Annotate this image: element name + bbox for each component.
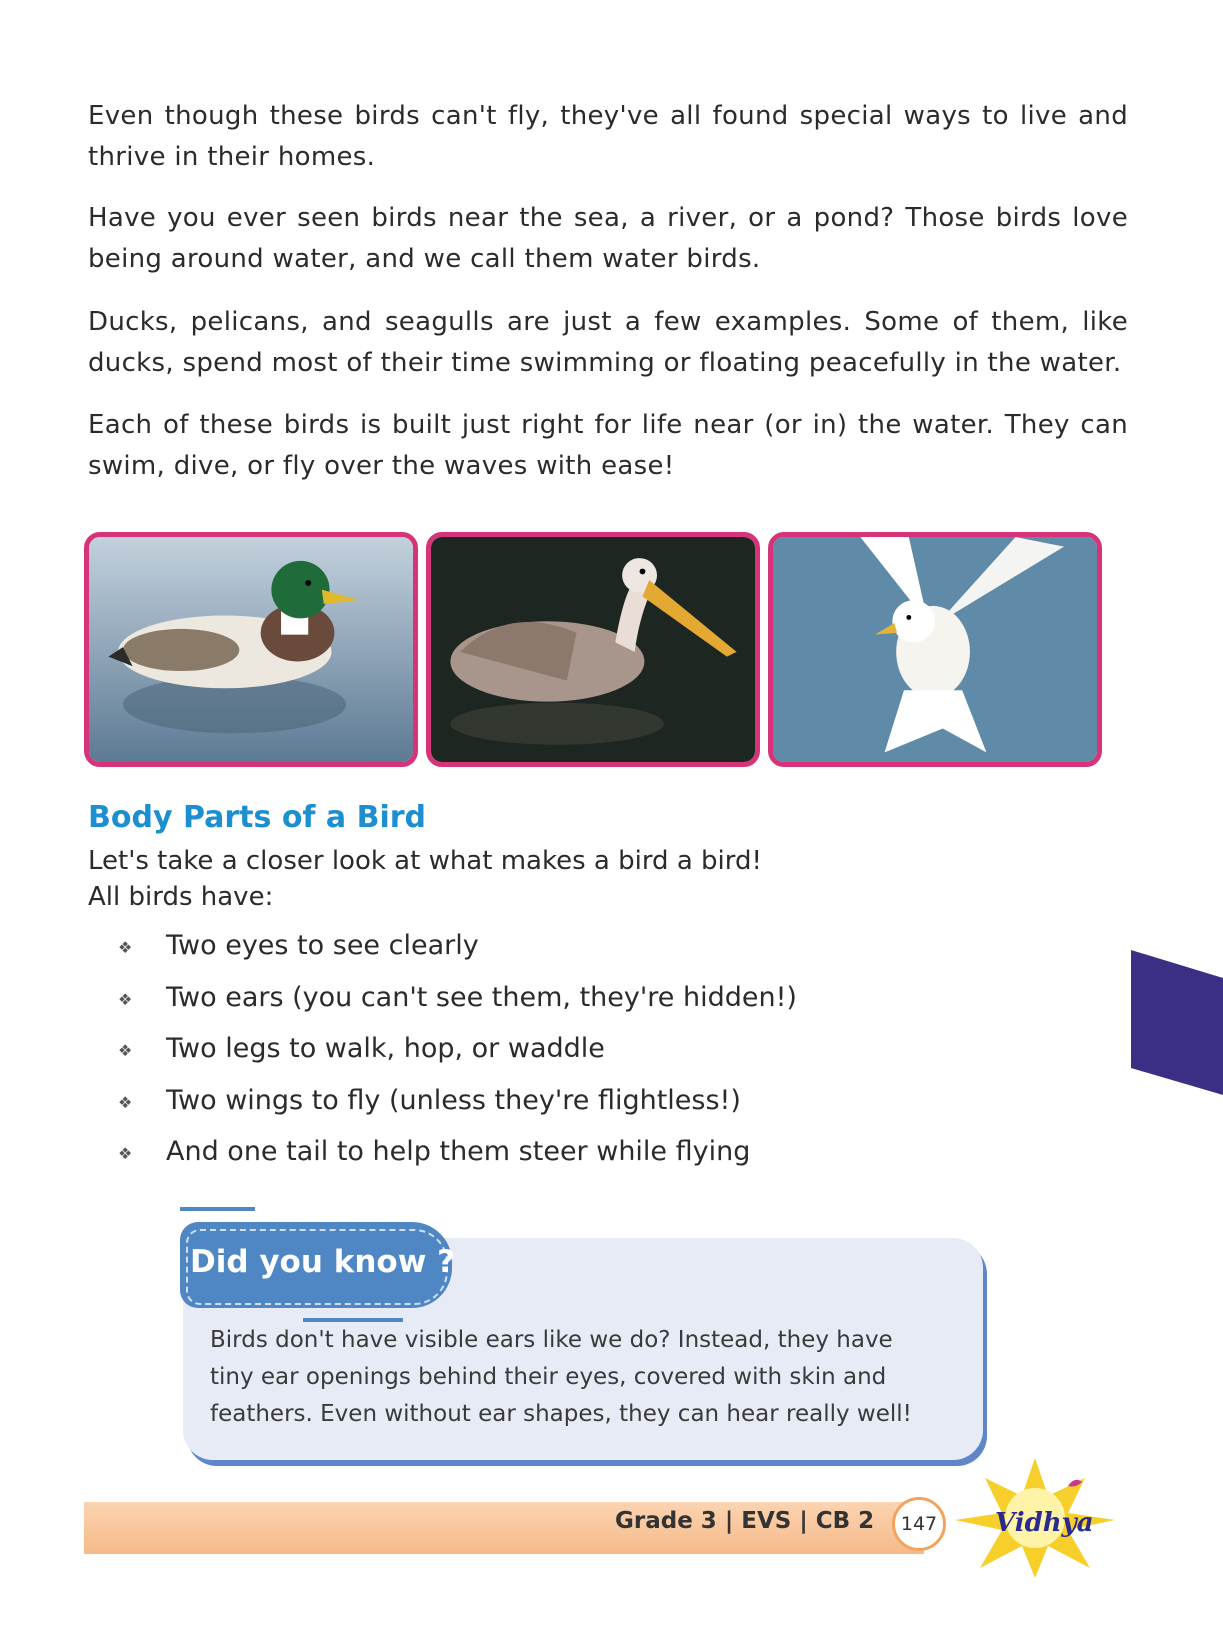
did-you-know-text — [210, 1322, 930, 1433]
section-intro-list-lead: All birds have: — [88, 882, 274, 912]
list-item — [118, 930, 797, 982]
pelican-photo — [426, 532, 760, 767]
diamond-bullet-icon: ❖ — [118, 1144, 133, 1163]
body-parts-list — [118, 930, 797, 1188]
did-you-know-line: Birds don't have visible ears like we do? Instead, they have — [210, 1327, 893, 1353]
paragraph-built-for-water: Each of these birds is built just right for life near (or in) the water. They can swim, dive, or fly over the waves with ease! — [88, 410, 1128, 481]
paragraph-water-birds: Have you ever seen birds near the sea, a river, or a pond? Those birds love being around water, and we call them water birds. — [88, 203, 1128, 274]
did-you-know-line: feathers. Even without ear shapes, they can hear really well! — [210, 1401, 912, 1427]
did-you-know-line: tiny ear openings behind their eyes, covered with skin and — [210, 1364, 887, 1390]
section-heading: Body Parts of a Bird — [88, 800, 427, 835]
list-item-text: Two legs to walk, hop, or waddle — [166, 1033, 605, 1064]
vidhya-logo-text: Vidhya — [995, 1508, 1094, 1538]
paragraph-flightless: Even though these birds can't fly, they've all found special ways to live and thrive in their homes. — [88, 101, 1128, 172]
duck-photo — [84, 532, 418, 767]
did-you-know-title: Did you know ? — [190, 1244, 456, 1280]
list-item — [118, 1085, 797, 1137]
list-item — [118, 1033, 797, 1085]
seagull-photo — [768, 532, 1102, 767]
paragraph-examples: Ducks, pelicans, and seagulls are just a few examples. Some of them, like ducks, spend most of their time swimming or floating peacefully in the water. — [88, 307, 1128, 378]
diamond-bullet-icon: ❖ — [118, 1041, 133, 1060]
list-item-text: Two wings to fly (unless they're flightless!) — [166, 1084, 741, 1116]
list-item-text: Two ears (you can't see them, they're hidden!) — [166, 981, 797, 1013]
list-item — [118, 1136, 797, 1188]
page-number: 147 — [892, 1497, 946, 1551]
diamond-bullet-icon: ❖ — [118, 1092, 133, 1112]
list-item-text: And one tail to help them steer while flying — [166, 1136, 751, 1167]
list-item-text: Two eyes to see clearly — [166, 930, 479, 961]
section-intro: Let's take a closer look at what makes a bird a bird! — [88, 846, 762, 876]
diamond-bullet-icon: ❖ — [118, 938, 133, 957]
list-item — [118, 982, 797, 1034]
diamond-bullet-icon: ❖ — [118, 989, 133, 1009]
chapter-side-tab — [1131, 950, 1223, 1095]
callout-accent-line — [180, 1207, 255, 1211]
footer-book-info: Grade 3 | EVS | CB 2 — [615, 1508, 875, 1534]
